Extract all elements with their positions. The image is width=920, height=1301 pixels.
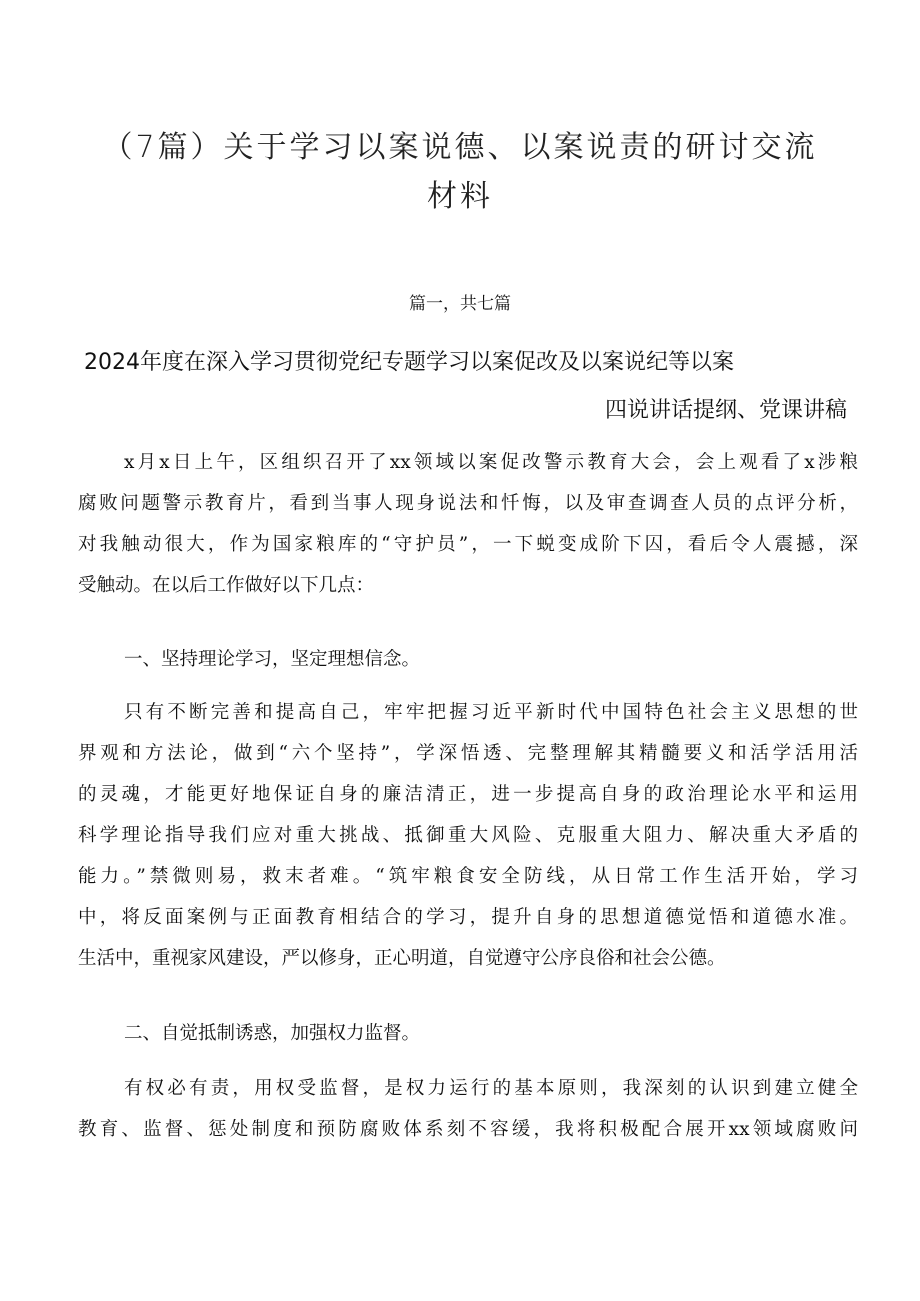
paragraph-line: 科学理论指导我们应对重大挑战、抵御重大风险、克服重大阻力、解决重大矛盾的 — [78, 825, 858, 846]
paragraph-line: 中，将反面案例与正面教育相结合的学习，提升自身的思想道德觉悟和道德水准。 — [78, 907, 858, 928]
paragraph-line: 腐败问题警示教育片，看到当事人现身说法和忏悔，以及审查调查人员的点评分析， — [78, 493, 858, 514]
paragraph-line: 界观和方法论，做到“六个坚持”，学深悟透、完整理解其精髓要义和活学活用活 — [78, 743, 858, 764]
section-heading-2 — [78, 1013, 858, 1054]
paragraph-line: x月x日上午，区组织召开了xx领域以案促改警示教育大会，会上观看了x涉粮 — [124, 452, 858, 473]
paragraph-line: 教育、监督、惩处制度和预防腐败体系刻不容缓，我将积极配合展开xx领域腐败问 — [78, 1119, 858, 1140]
document-title-line-1: （7篇）关于学习以案说德、以案说责的研讨交流 — [102, 130, 818, 165]
paragraph-line: 对我触动很大，作为国家粮库的“守护员”，一下蜕变成阶下囚，看后令人震撼，深 — [78, 534, 858, 555]
paragraph-line: 只有不断完善和提高自己，牢牢把握习近平新时代中国特色社会主义思想的世 — [124, 702, 858, 723]
paragraph-line: 有权必有责，用权受监督，是权力运行的基本原则，我深刻的认识到建立健全 — [124, 1078, 858, 1099]
section-heading-text: 一、坚持理论学习，坚定理想信念。 — [124, 649, 421, 670]
section-heading-text: 二、自觉抵制诱惑，加强权力监督。 — [124, 1023, 421, 1044]
document-title-line-2: 材料 — [427, 179, 493, 214]
paragraph-line: 受触动。在以后工作做好以下几点： — [78, 575, 375, 596]
paragraph-theory — [78, 692, 858, 979]
paragraph-intro — [78, 442, 858, 606]
paragraph-line: 生活中，重视家风建设，严以修身，正心明道，自觉遵守公序良俗和社会公德。 — [78, 948, 726, 969]
subtitle-line-2: 四说讲话提纲、党课讲稿 — [604, 398, 847, 423]
part-label: 篇一，共七篇 — [409, 294, 511, 314]
subtitle-line-1: 2024年度在深入学习贯彻党纪专题学习以案促改及以案说纪等以案 — [84, 350, 734, 375]
section-heading-1 — [78, 639, 858, 680]
paragraph-supervision — [78, 1068, 858, 1150]
paragraph-line: 的灵魂，才能更好地保证自身的廉洁清正，进一步提高自身的政治理论水平和运用 — [78, 784, 858, 805]
paragraph-line: 能力。”禁微则易，救末者难。“筑牢粮食安全防线，从日常工作生活开始，学习 — [78, 866, 858, 887]
